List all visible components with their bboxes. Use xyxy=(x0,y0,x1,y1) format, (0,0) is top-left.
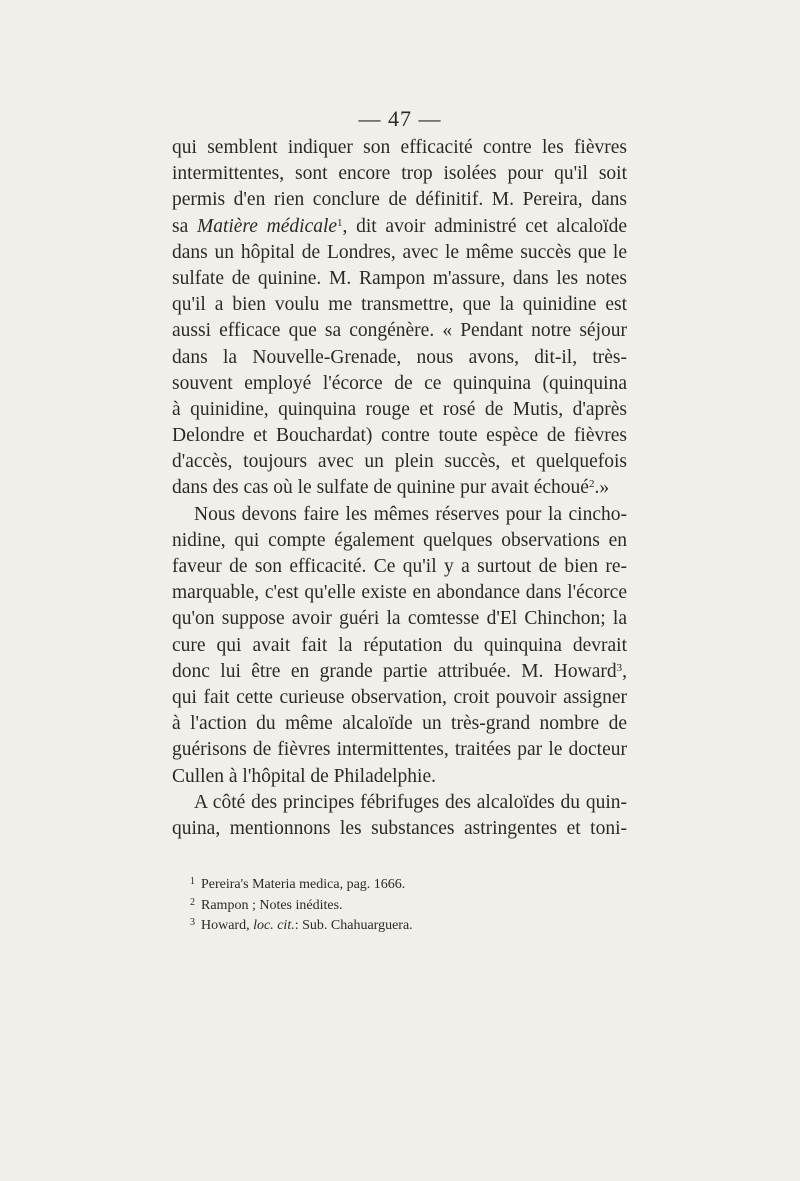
footnote-number: 2 xyxy=(190,896,195,908)
text-line: faveur de son efficacité. Ce qu'il y a surtout de bien re- xyxy=(172,556,627,577)
text-line: guérisons de fièvres intermittentes, traitées par le docteur xyxy=(172,739,627,761)
text-line: souvent employé l'écorce de ce quinquina (quinquina xyxy=(172,372,627,394)
text-line: qu'il a bien voulu me transmettre, que la quinidine est xyxy=(172,294,627,316)
text-line: marquable, c'est qu'elle existe en abondance dans l'écorce xyxy=(172,582,627,604)
footnote: $^2$ Rampon ; Notes inédites. xyxy=(190,896,343,913)
footnote: $^3$ Howard, loc. cit.: Sub. Chahuarguera. xyxy=(190,917,413,933)
text-line: Delondre et Bouchardat) contre toute espèce de fièvres xyxy=(172,425,627,447)
footnote-number: 3 xyxy=(190,917,195,928)
footnote-ref: 2 xyxy=(588,478,595,491)
text-line: dans un hôpital de Londres, avec le même succès que le xyxy=(172,241,627,263)
text-line: sulfate de quinine. M. Rampon m'assure, dans les notes xyxy=(172,267,627,289)
text-line: nidine, qui compte également quelques observations en xyxy=(172,529,627,551)
page-number: — 47 — xyxy=(358,106,442,131)
text-line: donc lui être en grande partie attribuée. M. Howard$^3$, xyxy=(172,660,627,682)
footnotes xyxy=(190,875,610,937)
text-line: cure qui avait fait la réputation du quinquina devrait xyxy=(172,634,627,656)
footnote-ref: 1 xyxy=(337,216,343,229)
footnote: $^1$ Pereira's Materia medica, pag. 1666. xyxy=(190,876,406,892)
footnote-number: 1 xyxy=(190,876,195,887)
text-line: Cullen à l'hôpital de Philadelphie. xyxy=(172,765,437,787)
text-line: sa Matière médicale$^1$, dit avoir administré cet alcaloïde xyxy=(172,215,627,237)
text-line: dans des cas où le sulfate de quinine pur avait échoué$^2$.» xyxy=(172,477,610,499)
text-line: dans la Nouvelle-Grenade, nous avons, dit-il, très- xyxy=(172,346,627,368)
text-line: à l'action du même alcaloïde un très-grand nombre de xyxy=(172,713,627,735)
body-text xyxy=(172,135,627,842)
text-line: d'accès, toujours avec un plein succès, et quelquefois xyxy=(172,451,627,473)
text-line: qu'on suppose avoir guéri la comtesse d'El Chinchon; la xyxy=(172,608,627,630)
text-line: qui semblent indiquer son efficacité contre les fièvres xyxy=(172,137,627,158)
text-line: A côté des principes fébrifuges des alcaloïdes du quin- xyxy=(194,791,627,813)
text-line: qui fait cette curieuse observation, croit pouvoir assigner xyxy=(172,686,627,708)
text-line: aussi efficace que sa congénère. « Pendant notre séjour xyxy=(172,320,627,342)
italic-abbrev: loc. cit. xyxy=(253,918,295,933)
text-line: permis d'en rien conclure de définitif. M. Pereira, dans xyxy=(172,189,627,211)
italic-title: Matière médicale xyxy=(196,215,338,237)
text-line: à quinidine, quinquina rouge et rosé de Mutis, d'après xyxy=(172,398,627,420)
text-line: quina, mentionnons les substances astringentes et toni- xyxy=(172,817,627,839)
footnote-ref: 3 xyxy=(616,661,623,674)
text-line: intermittentes, sont encore trop isolées pour qu'il soit xyxy=(172,163,627,185)
text-line: Nous devons faire les mêmes réserves pour la cincho- xyxy=(194,503,627,525)
